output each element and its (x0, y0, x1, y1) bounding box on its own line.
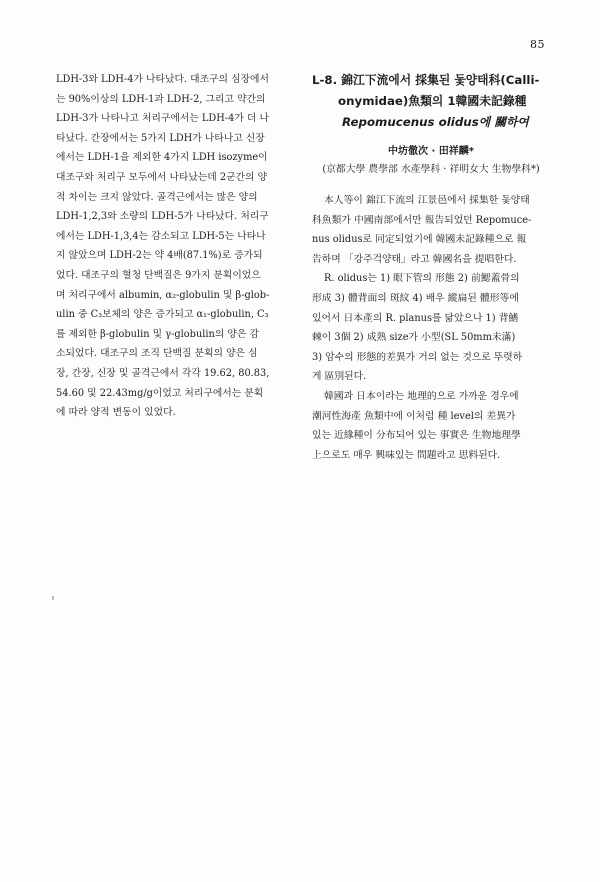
left-column-line: 적 차이는 크지 않았다. 골격근에서는 많은 양의 (56, 191, 258, 203)
left-column-text (56, 70, 298, 423)
article-title-line-2: onymidae)魚類의 1韓國未記錄種 (338, 94, 527, 108)
article-line: 棘이 3個 2) 成熟 size가 小型(SL 50mm未滿) (312, 332, 516, 344)
article-line: 3) 암수의 形態的差異가 거의 없는 것으로 뚜렷하 (312, 351, 523, 363)
article-line: 있는 近緣種이 分布되어 있는 事實은 生物地理學 (312, 430, 521, 442)
left-column-line: 었다. 대조구의 혈청 단백질은 9가지 분획이었으 (56, 269, 261, 281)
article-title (312, 70, 550, 133)
article-paragraph (312, 387, 550, 465)
left-column-line: 며 처리구에서 albumin, α₂-globulin 및 β-glob- (56, 289, 270, 301)
article-line: nus olidus로 同定되었기에 韓國未記錄種으로 報 (312, 234, 527, 246)
left-column-line: 에 따라 양적 변동이 있었다. (56, 407, 176, 419)
right-column (312, 70, 550, 465)
left-column-line: 54.60 및 22.43mg/g이었고 처리구에서는 분획 (56, 387, 264, 399)
page-number: 85 (530, 38, 545, 51)
scan-mark (52, 596, 54, 600)
article-line: 韓國과 日本이라는 地理的으로 가까운 경우에 (324, 390, 519, 402)
left-column-line: LDH-3가 나타나고 처리구에서는 LDH-4가 더 나 (56, 113, 269, 125)
article-body (312, 191, 550, 465)
article-line: 科魚類가 中國南部에서만 報告되었던 Repomuce- (312, 214, 532, 226)
left-column-line: LDH-3와 LDH-4가 나타났다. 대조구의 심장에서 (56, 74, 269, 85)
left-column-line: 에서는 LDH-1,3,4는 감소되고 LDH-5는 나타나 (56, 230, 266, 242)
article-title-line-3: Repomucenus olidus에 關하여 (342, 115, 529, 129)
left-column-line: ulin 중 C₃보체의 양은 증가되고 α₁-globulin, C₃ (56, 309, 269, 321)
article-affiliation: (京都大學 農學部 水產學科 · 祥明女大 生物學科*) (322, 164, 540, 175)
article-line: 本人等이 錦江下流의 江景邑에서 採集한 돛양태 (324, 195, 530, 206)
left-column-line: 대조구와 처리구 모두에서 나타났는데 2군간의 양 (56, 171, 268, 183)
left-column-line: 타났다. 간장에서는 5가지 LDH가 나타나고 신장 (56, 132, 265, 144)
left-column-line: 를 제외한 β-globulin 및 γ-globulin의 양은 감 (56, 328, 259, 340)
article-paragraph (312, 269, 550, 387)
left-column-line: LDH-1,2,3와 소량의 LDH-5가 나타났다. 처리구 (56, 211, 269, 223)
left-column-line: 장, 간장, 신장 및 골격근에서 각각 19.62, 80.83, (56, 367, 270, 379)
article-line: 있어서 日本產의 R. planus를 닮았으나 1) 背鰭 (312, 312, 519, 324)
article-title-line-1: L-8. 錦江下流에서 採集된 돛양태科(Calli- (312, 73, 540, 87)
article-line: 形成 3) 體背面의 斑紋 4) 배우 縱扁된 體形等에 (312, 292, 519, 304)
article-authors: 中坊徹次 · 田祥麟* (388, 146, 474, 157)
article-line: 告하며 「강주걱양태」라고 韓國名을 提唱한다. (312, 253, 517, 265)
left-column-line: 지 않았으며 LDH-2는 약 4배(87.1%)로 증가되 (56, 250, 263, 262)
left-column-line: 에서는 LDH-1을 제외한 4가지 LDH isozyme이 (56, 152, 268, 164)
left-column-line: 소되었다. 대조구의 조직 단백질 분획의 양은 심 (56, 348, 258, 360)
article-paragraph (312, 191, 550, 269)
article-line: 上으로도 매우 興味있는 問題라고 思料된다. (312, 449, 501, 461)
article-line: 潮河性海產 魚類中에 이처럼 種 level의 差異가 (312, 410, 516, 422)
article-line: R. olidus는 1) 眼下管의 形態 2) 前鰓蓋骨의 (324, 273, 520, 285)
left-column-line: 는 90%이상의 LDH-1과 LDH-2, 그리고 약간의 (56, 93, 266, 105)
article-line: 게 區別된다. (312, 371, 367, 383)
